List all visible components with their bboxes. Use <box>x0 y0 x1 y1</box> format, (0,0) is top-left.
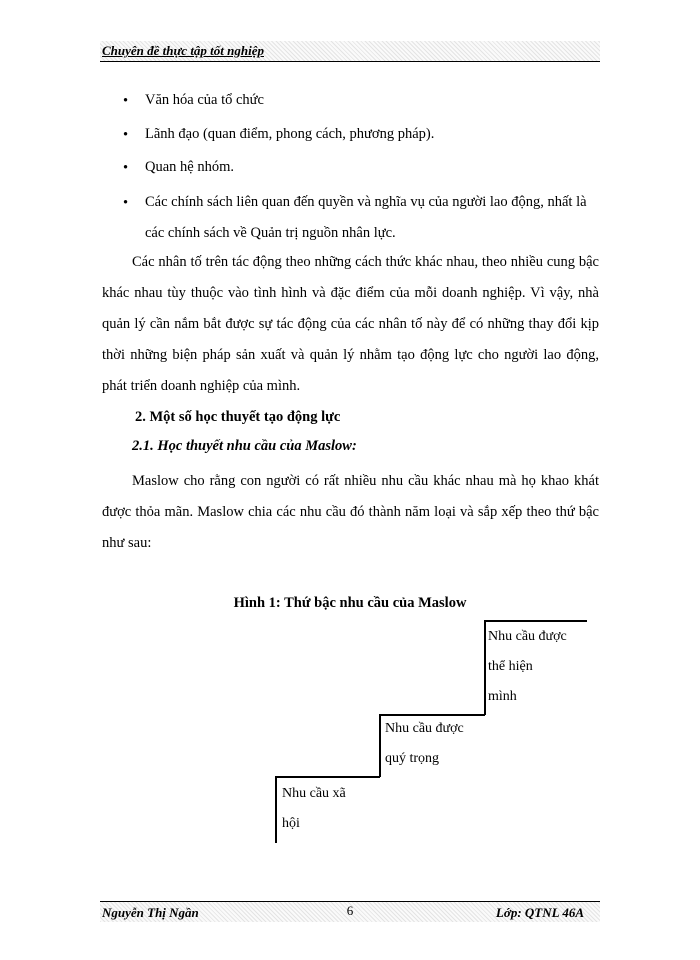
footer-class: Lớp: QTNL 46A <box>495 905 584 920</box>
bullet-symbol: • <box>123 195 129 211</box>
body-paragraph <box>102 247 599 402</box>
bullet-item: Các chính sách liên quan đến quyền và nghĩa vụ của người lao động, nhất là các chính sách về Quản trị nguồn nhân lực. <box>145 194 587 241</box>
bullet-symbol: • <box>123 127 129 143</box>
section-heading: 2. Một số học thuyết tạo động lực <box>135 409 341 425</box>
bullet-item: Lãnh đạo (quan điểm, phong cách, phương pháp). <box>145 126 435 142</box>
page-number: 6 <box>346 903 354 918</box>
step-label-social: Nhu cầu xã hội <box>282 786 346 831</box>
bullet-symbol: • <box>123 160 129 176</box>
subsection-heading: 2.1. Học thuyết nhu cầu của Maslow: <box>132 438 357 454</box>
step-riser <box>379 714 381 777</box>
page-header <box>100 41 600 62</box>
page-footer <box>100 901 600 922</box>
step-tread <box>275 776 380 778</box>
bullet-symbol: • <box>123 93 129 109</box>
step-label-esteem: Nhu cầu được quý trọng <box>385 721 464 766</box>
bullet-item: Văn hóa của tổ chức <box>145 92 264 108</box>
header-title: Chuyên đề thực tập tốt nghiệp <box>102 43 264 58</box>
step-riser <box>484 620 486 715</box>
step-riser <box>275 776 277 843</box>
paragraph-text: Maslow cho rằng con người có rất nhiều nhu cầu khác nhau mà họ khao khát được thỏa mãn. Maslow chia các nhu cầu đó thành năm loại và sắp xếp theo thứ bậc như sau: <box>102 473 599 551</box>
paragraph-text: Các nhân tố trên tác động theo những cách thức khác nhau, theo nhiều cung bậc khác nhau tùy thuộc vào tình hình và đặc điểm của mỗi doanh nghiệp. Vì vậy, nhà quản lý cần nắm bắt được sự tác động của các nhân tố này để có những thay đổi kịp thời những biện pháp sản xuất và quản lý nhằm tạo động lực cho người lao động, phát triển doanh nghiệp của mình. <box>102 254 599 394</box>
body-paragraph <box>102 466 599 559</box>
figure-title: Hình 1: Thứ bậc nhu cầu của Maslow <box>233 595 467 611</box>
footer-author: Nguyễn Thị Ngần <box>102 905 199 920</box>
bullet-item: Quan hệ nhóm. <box>145 159 234 175</box>
step-label-self-actualization: Nhu cầu được thể hiện mình <box>488 629 567 704</box>
